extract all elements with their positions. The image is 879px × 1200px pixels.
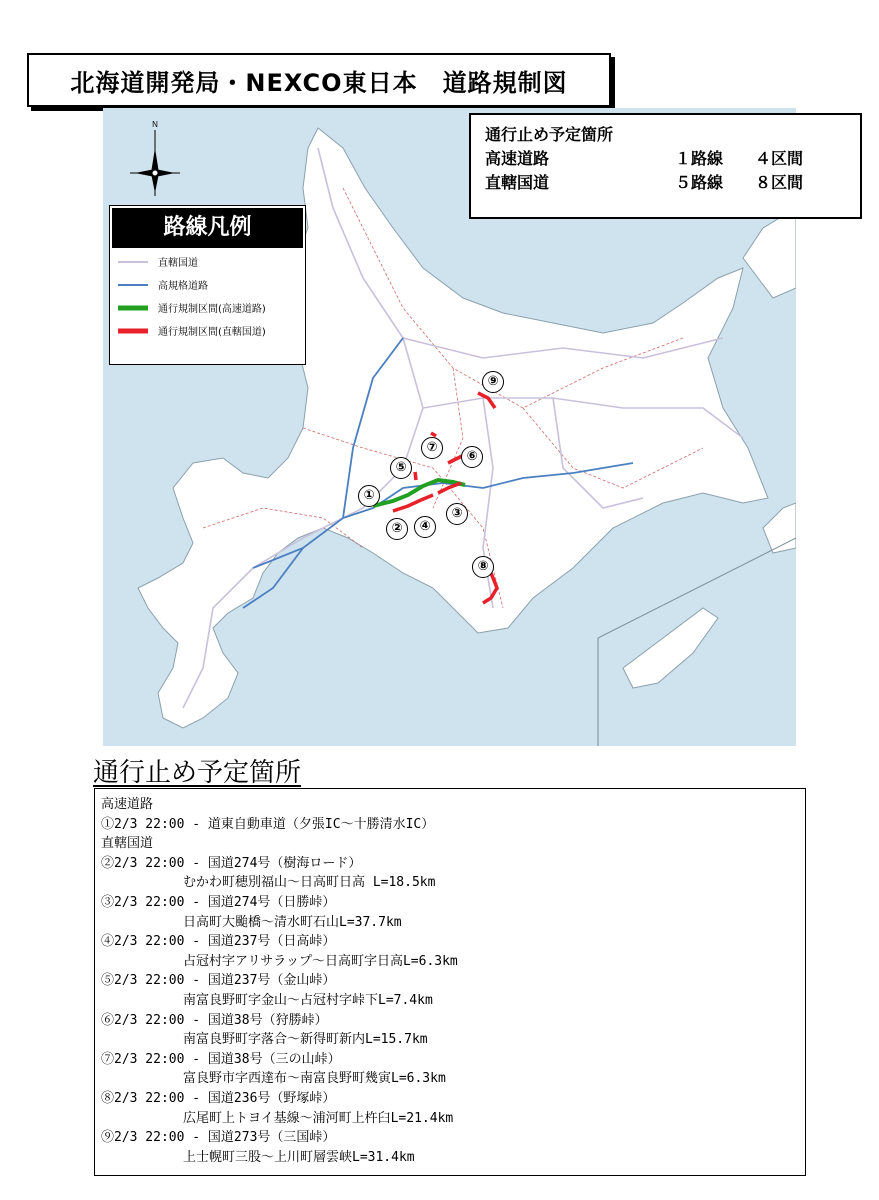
summary-sections: ４区間	[755, 149, 804, 168]
summary-box	[469, 113, 862, 219]
legend-item-national-road	[110, 250, 305, 273]
legend-swatch	[118, 328, 148, 334]
section-heading: 通行止め予定箇所	[93, 758, 302, 788]
compass-rose-icon	[130, 118, 180, 198]
list-entry: ⑤2/3 22:00 - 国道237号（金山峠）	[101, 973, 336, 989]
summary-row-national	[485, 171, 846, 195]
list-entry: ①2/3 22:00 - 道東自動車道（夕張IC～十勝清水IC）	[101, 816, 435, 832]
list-entry: ⑨2/3 22:00 - 国道273号（三国峠）	[101, 1130, 336, 1146]
list-entry: ④2/3 22:00 - 国道237号（日高峠）	[101, 934, 336, 950]
legend-item-expressway	[110, 273, 305, 296]
legend-swatch	[118, 282, 148, 288]
marker-1[interactable]: ①	[358, 485, 380, 507]
marker-2[interactable]: ②	[386, 518, 408, 540]
summary-row-expressway	[485, 147, 846, 171]
legend-label: 通行規制区間(直轄国道)	[158, 327, 266, 338]
marker-8[interactable]: ⑧	[472, 556, 494, 578]
summary-heading: 通行止め予定箇所	[485, 125, 614, 144]
legend-title: 路線凡例	[112, 208, 303, 248]
legend	[109, 205, 306, 365]
list-entry: ⑥2/3 22:00 - 国道38号（狩勝峠）	[101, 1012, 328, 1028]
list-category-heading: 直轄国道	[101, 836, 154, 852]
list-entry: ②2/3 22:00 - 国道274号（樹海ロード）	[101, 855, 362, 871]
legend-item-regulated-expressway	[110, 296, 305, 319]
marker-4[interactable]: ④	[414, 516, 436, 538]
list-entry-detail: 南富良野町字金山～占冠村字峠下L=7.4km	[183, 992, 433, 1008]
legend-swatch	[118, 305, 148, 311]
summary-category: 高速道路	[485, 149, 550, 168]
island-1	[623, 608, 718, 688]
summary-count: １路線	[675, 149, 724, 168]
page-title: 北海道開発局・NEXCO東日本 道路規制図	[27, 53, 611, 107]
legend-swatch	[118, 259, 148, 265]
list-entry-detail: 南富良野町字落合～新得町新内L=15.7km	[183, 1032, 428, 1048]
island-2	[763, 503, 796, 553]
list-entry-detail: 日高町大颱橋～清水町石山L=37.7km	[183, 914, 402, 930]
list-entry: ⑦2/3 22:00 - 国道38号（三の山峠）	[101, 1051, 341, 1067]
list-entry-detail: 富良野市字西達布～南富良野町幾寅L=6.3km	[183, 1071, 446, 1087]
legend-label: 高規格道路	[158, 281, 208, 292]
list-entry-detail: 上士幌町三股～上川町層雲峡L=31.4km	[183, 1149, 415, 1165]
marker-5[interactable]: ⑤	[390, 457, 412, 479]
marker-7[interactable]: ⑦	[421, 437, 443, 459]
list-entry-detail: 広尾町上トヨイ基線～浦河町上杵臼L=21.4km	[183, 1110, 454, 1126]
list-category-heading: 高速道路	[101, 797, 154, 812]
list-entry: ③2/3 22:00 - 国道274号（日勝峠）	[101, 894, 336, 910]
marker-9[interactable]: ⑨	[482, 371, 504, 393]
marker-6[interactable]: ⑥	[461, 446, 483, 468]
closure-list	[94, 788, 806, 1176]
legend-label: 直轄国道	[158, 258, 198, 269]
marker-3[interactable]: ③	[446, 503, 468, 525]
summary-category: 直轄国道	[485, 173, 550, 192]
sakhalin-edge	[743, 208, 796, 298]
compass-north-label: N	[152, 120, 158, 129]
list-entry-detail: 占冠村字アリサラップ～日高町字日高L=6.3km	[183, 953, 458, 969]
summary-sections: ８区間	[755, 173, 804, 192]
legend-item-regulated-national	[110, 319, 305, 342]
list-entry-detail: むかわ町穂別福山～日高町日高 L=18.5km	[183, 875, 436, 891]
list-entry: ⑧2/3 22:00 - 国道236号（野塚峠）	[101, 1090, 336, 1106]
legend-label: 通行規制区間(高速道路)	[158, 304, 266, 315]
summary-count: ５路線	[675, 173, 724, 192]
